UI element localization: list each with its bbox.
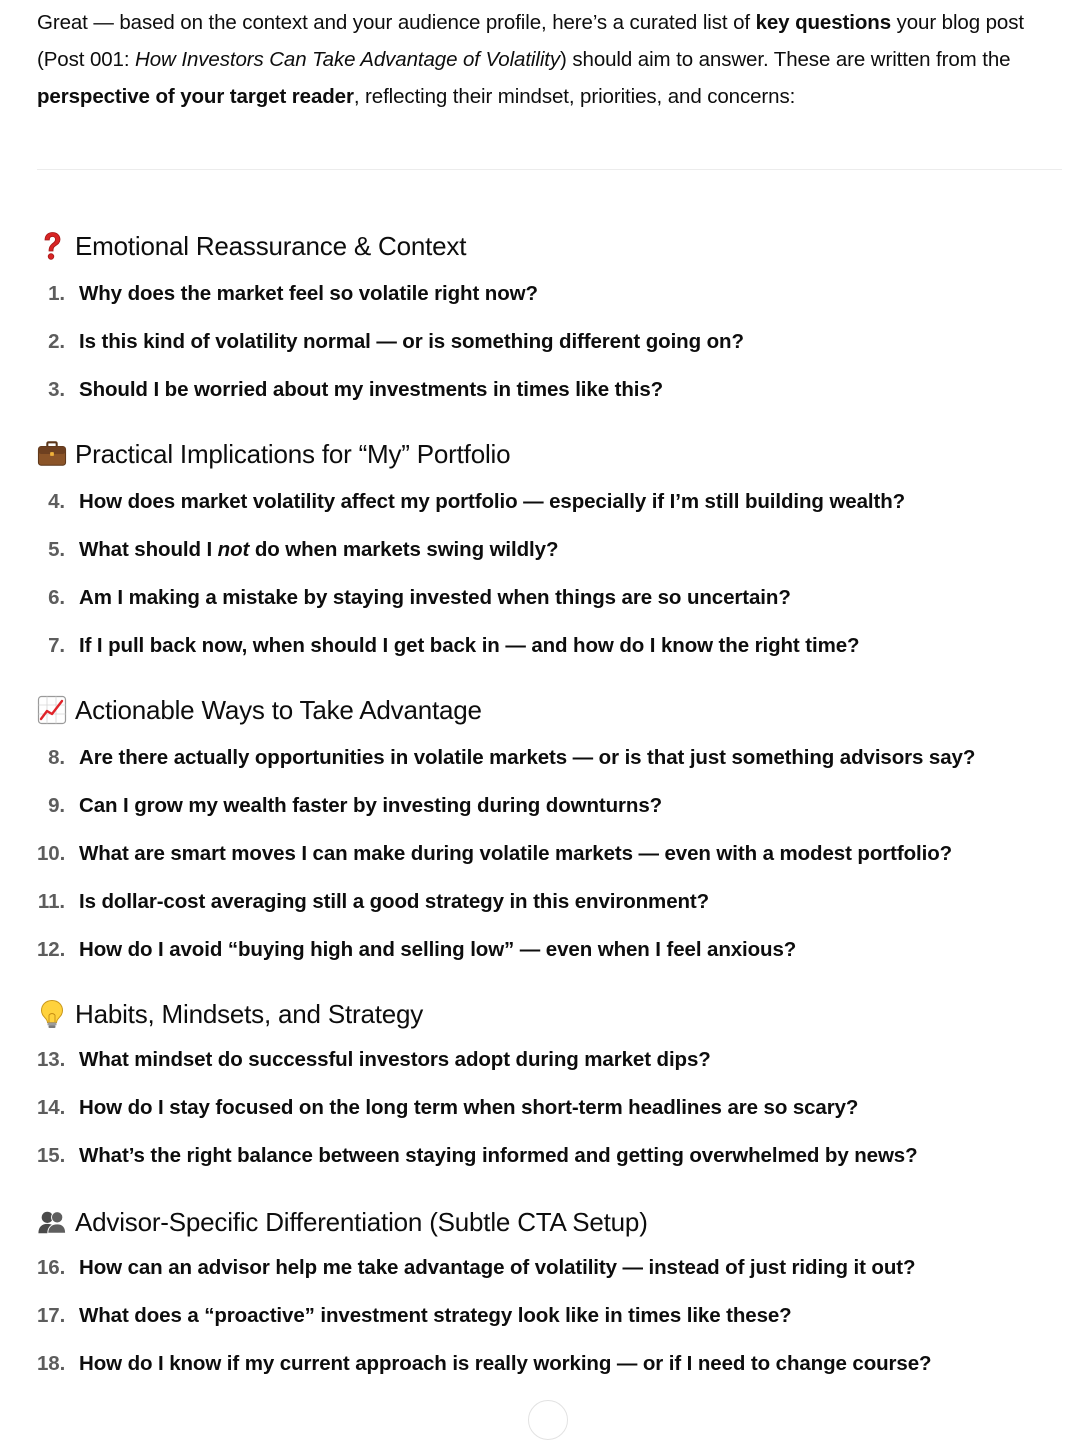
section-advisor-differentiation bbox=[37, 1202, 1062, 1388]
item-number: 14. bbox=[37, 1096, 66, 1119]
item-text: What’s the right balance between staying informed and getting overwhelmed by news? bbox=[79, 1144, 918, 1167]
message-content bbox=[37, 4, 1062, 1375]
question-list bbox=[37, 1036, 1062, 1180]
question-mark-icon bbox=[37, 231, 67, 261]
scroll-down-button[interactable] bbox=[528, 1400, 568, 1440]
question-list bbox=[37, 478, 1062, 670]
item-number: 5. bbox=[48, 538, 65, 561]
item-number: 11. bbox=[37, 890, 65, 913]
item-number: 9. bbox=[48, 794, 65, 817]
section-heading bbox=[37, 226, 1062, 266]
list-item bbox=[37, 926, 1062, 974]
item-number: 2. bbox=[48, 330, 65, 353]
item-text: How does market volatility affect my portfolio — especially if I’m still building wealth? bbox=[79, 490, 906, 513]
item-number: 17. bbox=[37, 1304, 66, 1327]
item-number: 1. bbox=[48, 282, 65, 305]
list-item bbox=[37, 1084, 1062, 1132]
list-item bbox=[37, 574, 1062, 622]
intro-text-2: your blog post (Post 001: bbox=[37, 11, 1024, 71]
item-text: Why does the market feel so volatile right now? bbox=[79, 282, 538, 305]
item-text-post: do when markets swing wildly? bbox=[249, 538, 559, 561]
list-item bbox=[37, 734, 1062, 782]
list-item bbox=[37, 1244, 1062, 1292]
item-number: 4. bbox=[48, 490, 65, 513]
item-text: Are there actually opportunities in volatile markets — or is that just something advisors say? bbox=[79, 746, 976, 769]
list-item bbox=[37, 622, 1062, 670]
item-text: Is this kind of volatility normal — or is something different going on? bbox=[79, 330, 744, 353]
item-number: 10. bbox=[37, 842, 66, 865]
item-number: 12. bbox=[37, 938, 66, 961]
intro-post-title: How Investors Can Take Advantage of Volatility bbox=[135, 48, 561, 71]
item-number: 13. bbox=[37, 1048, 66, 1071]
item-text: How do I know if my current approach is really working — or if I need to change course? bbox=[79, 1352, 932, 1375]
item-number: 15. bbox=[37, 1144, 66, 1167]
list-item bbox=[37, 1132, 1062, 1180]
list-item bbox=[37, 478, 1062, 526]
item-text-pre: What should I bbox=[79, 538, 218, 561]
question-list bbox=[37, 270, 1062, 414]
list-item bbox=[37, 1036, 1062, 1084]
people-icon bbox=[37, 1207, 67, 1237]
list-item bbox=[37, 1340, 1062, 1388]
item-text: Is dollar-cost averaging still a good strategy in this environment? bbox=[79, 890, 710, 913]
item-text: What mindset do successful investors adopt during market dips? bbox=[79, 1048, 711, 1071]
item-text: If I pull back now, when should I get back in — and how do I know the right time? bbox=[79, 634, 860, 657]
item-number: 7. bbox=[48, 634, 65, 657]
intro-text-3: ) should aim to answer. These are written from the bbox=[560, 48, 1011, 71]
section-heading bbox=[37, 690, 1062, 730]
list-item bbox=[37, 1292, 1062, 1340]
item-text: Am I making a mistake by staying invested when things are so uncertain? bbox=[79, 586, 791, 609]
item-number: 6. bbox=[48, 586, 65, 609]
section-practical-implications bbox=[37, 434, 1062, 670]
item-text bbox=[79, 538, 558, 562]
item-number: 16. bbox=[37, 1256, 66, 1279]
list-item bbox=[37, 526, 1062, 574]
section-habits-mindsets bbox=[37, 994, 1062, 1180]
item-text-emphasis: not bbox=[217, 538, 250, 561]
list-item bbox=[37, 318, 1062, 366]
item-text: What does a “proactive” investment strategy look like in times like these? bbox=[79, 1304, 792, 1327]
item-text: Should I be worried about my investments in times like this? bbox=[79, 378, 664, 401]
item-number: 3. bbox=[48, 378, 65, 401]
divider bbox=[37, 169, 1062, 170]
section-title: Advisor-Specific Differentiation (Subtle CTA Setup) bbox=[75, 1206, 648, 1237]
list-item bbox=[37, 270, 1062, 318]
item-text: How do I avoid “buying high and selling low” — even when I feel anxious? bbox=[79, 938, 797, 961]
list-item bbox=[37, 366, 1062, 414]
section-title: Practical Implications for “My” Portfolio bbox=[75, 438, 511, 469]
chart-increasing-icon bbox=[37, 695, 67, 725]
section-actionable-ways bbox=[37, 690, 1062, 974]
item-text: Can I grow my wealth faster by investing during downturns? bbox=[79, 794, 663, 817]
item-text: What are smart moves I can make during volatile markets — even with a modest portfolio? bbox=[79, 842, 953, 865]
briefcase-icon bbox=[37, 439, 67, 469]
section-emotional-reassurance bbox=[37, 226, 1062, 414]
item-text: How can an advisor help me take advantage of volatility — instead of just riding it out? bbox=[79, 1256, 916, 1279]
question-list bbox=[37, 734, 1062, 974]
intro-bold-key-questions: key questions bbox=[755, 11, 891, 34]
section-title: Habits, Mindsets, and Strategy bbox=[75, 998, 424, 1029]
item-number: 18. bbox=[37, 1352, 66, 1375]
list-item bbox=[37, 830, 1062, 878]
section-heading bbox=[37, 994, 1062, 1034]
question-list bbox=[37, 1244, 1062, 1388]
section-heading bbox=[37, 434, 1062, 474]
list-item bbox=[37, 878, 1062, 926]
intro-text-1: Great — based on the context and your audience profile, here’s a curated list of bbox=[37, 11, 756, 34]
section-heading bbox=[37, 1202, 1062, 1242]
intro-text-4: , reflecting their mindset, priorities, and concerns: bbox=[353, 85, 796, 108]
item-number: 8. bbox=[48, 746, 65, 769]
section-title: Actionable Ways to Take Advantage bbox=[75, 694, 482, 725]
light-bulb-icon bbox=[37, 999, 67, 1029]
section-title: Emotional Reassurance & Context bbox=[75, 230, 467, 261]
item-text: How do I stay focused on the long term when short-term headlines are so scary? bbox=[79, 1096, 859, 1119]
intro-bold-perspective: perspective of your target reader bbox=[37, 85, 354, 108]
intro-paragraph bbox=[37, 4, 1062, 115]
list-item bbox=[37, 782, 1062, 830]
